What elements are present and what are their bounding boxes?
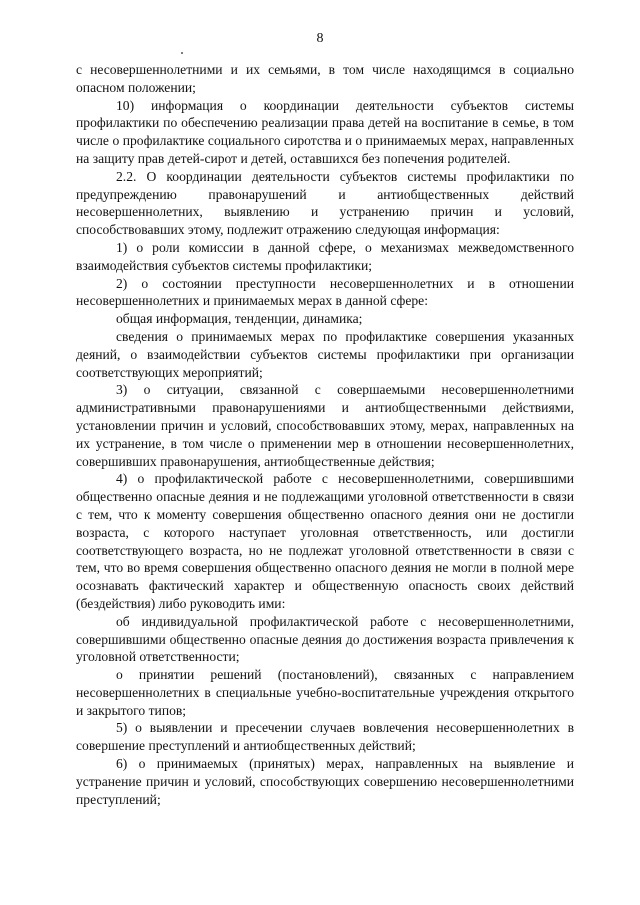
page-number: 8 bbox=[316, 31, 324, 46]
paragraph: сведения о принимаемых мерах по профилактике совершения указанных деяний, о взаимодействии субъектов системы профилактики при организации соответствующих мероприятий; bbox=[76, 328, 574, 380]
paragraph: общая информация, тенденции, динамика; bbox=[116, 311, 363, 327]
paragraph: 10) информация о координации деятельности субъектов системы профилактики по обеспечению реализации права детей на воспитание в семье, в том числе о профилактике социального сиротства и о принимаемых мерах, направленных на защиту прав детей-сирот и детей, оставшихся без попечения родителей. bbox=[76, 97, 574, 166]
paragraph: 6) о принимаемых (принятых) мерах, направленных на выявление и устранение причин и условий, способствующих совершению несовершеннолетними преступлений; bbox=[76, 756, 574, 807]
paragraph: 5) о выявлении и пресечении случаев вовлечения несовершеннолетних в совершение преступлений и антиобщественных действий; bbox=[76, 720, 574, 754]
paragraph: об индивидуальной профилактической работе с несовершеннолетними, совершившими общественно опасные деяния до достижения возраста привлечения к уголовной ответственности; bbox=[76, 613, 574, 665]
paragraph: о принятии решений (постановлений), связанных с направлением несовершеннолетних в специальные учебно-воспитательные учреждения открытого и закрытого типов; bbox=[76, 667, 574, 718]
paragraph: 3) о ситуации, связанной с совершаемыми несовершеннолетними административными правонарушениями и антиобщественными действиями, установлении причин и условий, способствовавших этому, мерах, направленных на их устранение, в том числе о применении мер в отношении несовершеннолетних, совершивших правонарушения, антиобщественные действия; bbox=[76, 382, 574, 469]
document-body bbox=[76, 61, 574, 808]
paragraph: с несовершеннолетними и их семьями, в том числе находящимся в социально опасном положении; bbox=[76, 62, 574, 95]
paragraph: 4) о профилактической работе с несовершеннолетними, совершившими общественно опасные деяния и не подлежащими уголовной ответственности в связи с тем, что к моменту совершения общественно опасного деяния они не достигли возраста, с которого наступает уголовная ответственность, или достигли соответствующего возраста, но не подлежат уголовной ответственности в связи с тем, что во время совершения общественно опасного деяния не могли в полной мере осознавать фактический характер и общественную опасность своих действий (бездействия) либо руководить ими: bbox=[76, 471, 574, 611]
paragraph: 2) о состоянии преступности несовершеннолетних и в отношении несовершеннолетних и принимаемых мерах в данной сфере: bbox=[76, 275, 574, 309]
paragraph: 2.2. О координации деятельности субъектов системы профилактики по предупреждению правонарушений и антиобщественных действий несовершеннолетних, выявлению и устранению причин и условий, способствовавших этому, подлежит отражению следующая информация: bbox=[76, 168, 574, 238]
paragraph: 1) о роли комиссии в данной сфере, о механизмах межведомственного взаимодействия субъектов системы профилактики; bbox=[76, 239, 574, 273]
scan-speck bbox=[181, 52, 183, 54]
